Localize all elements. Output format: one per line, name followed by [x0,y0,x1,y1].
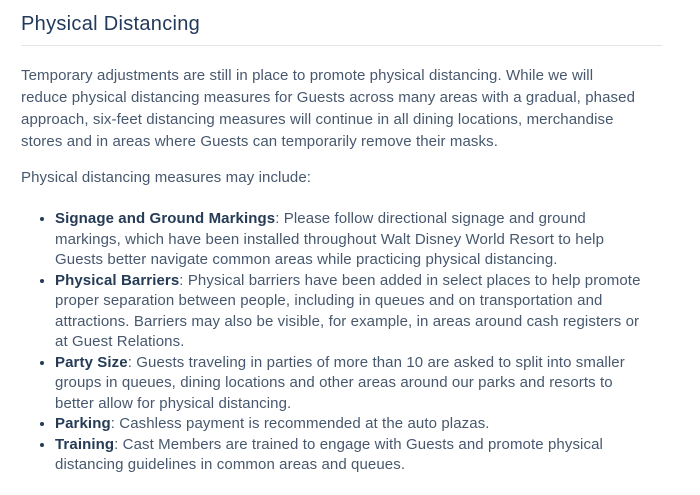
measures-list [21,209,641,476]
list-item-party-size [55,353,641,415]
page-title: Physical Distancing [21,13,201,35]
list-item-text: : Guests traveling in parties of more than 10 are asked to split into smaller groups in queues, dining locations and other areas around our parks and resorts to better allow for physical distancing. [55,353,625,412]
list-item-label: Physical Barriers [55,271,180,289]
list-item-label: Signage and Ground Markings [55,210,276,227]
list-intro-paragraph: Physical distancing measures may include: [21,169,312,186]
list-item-text: : Please follow directional signage and ground markings, which have been installed throughout Walt Disney World Resort to help Guests better navigate common areas while practicing physical distancing. [55,210,605,268]
list-item-training [55,435,641,476]
list-item-label: Party Size [55,353,128,371]
list-item-parking [55,414,641,435]
heading-divider [21,45,662,46]
list-item-text: : Cast Members are trained to engage with Guests and promote physical distancing guidelines in common areas and queues. [55,435,603,473]
list-item-text: : Cashless payment is recommended at the auto plazas. [110,415,490,432]
list-item-barriers [55,271,641,353]
list-item-signage [55,209,641,271]
list-item-label: Parking [55,415,111,432]
intro-paragraph: Temporary adjustments are still in place to promote physical distancing. While we will reduce physical distancing measures for Guests across many areas with a gradual, phased approach, six-feet distancing measures will continue in all dining locations, merchandise stores and in areas where Guests can temporarily remove their masks. [21,67,636,150]
list-item-text: : Physical barriers have been added in select places to help promote proper separation between people, including in queues and on transportation and attractions. Barriers may also be visible, for example, in areas around cash registers or at Guest Relations. [55,271,641,350]
list-item-label: Training [55,435,115,453]
